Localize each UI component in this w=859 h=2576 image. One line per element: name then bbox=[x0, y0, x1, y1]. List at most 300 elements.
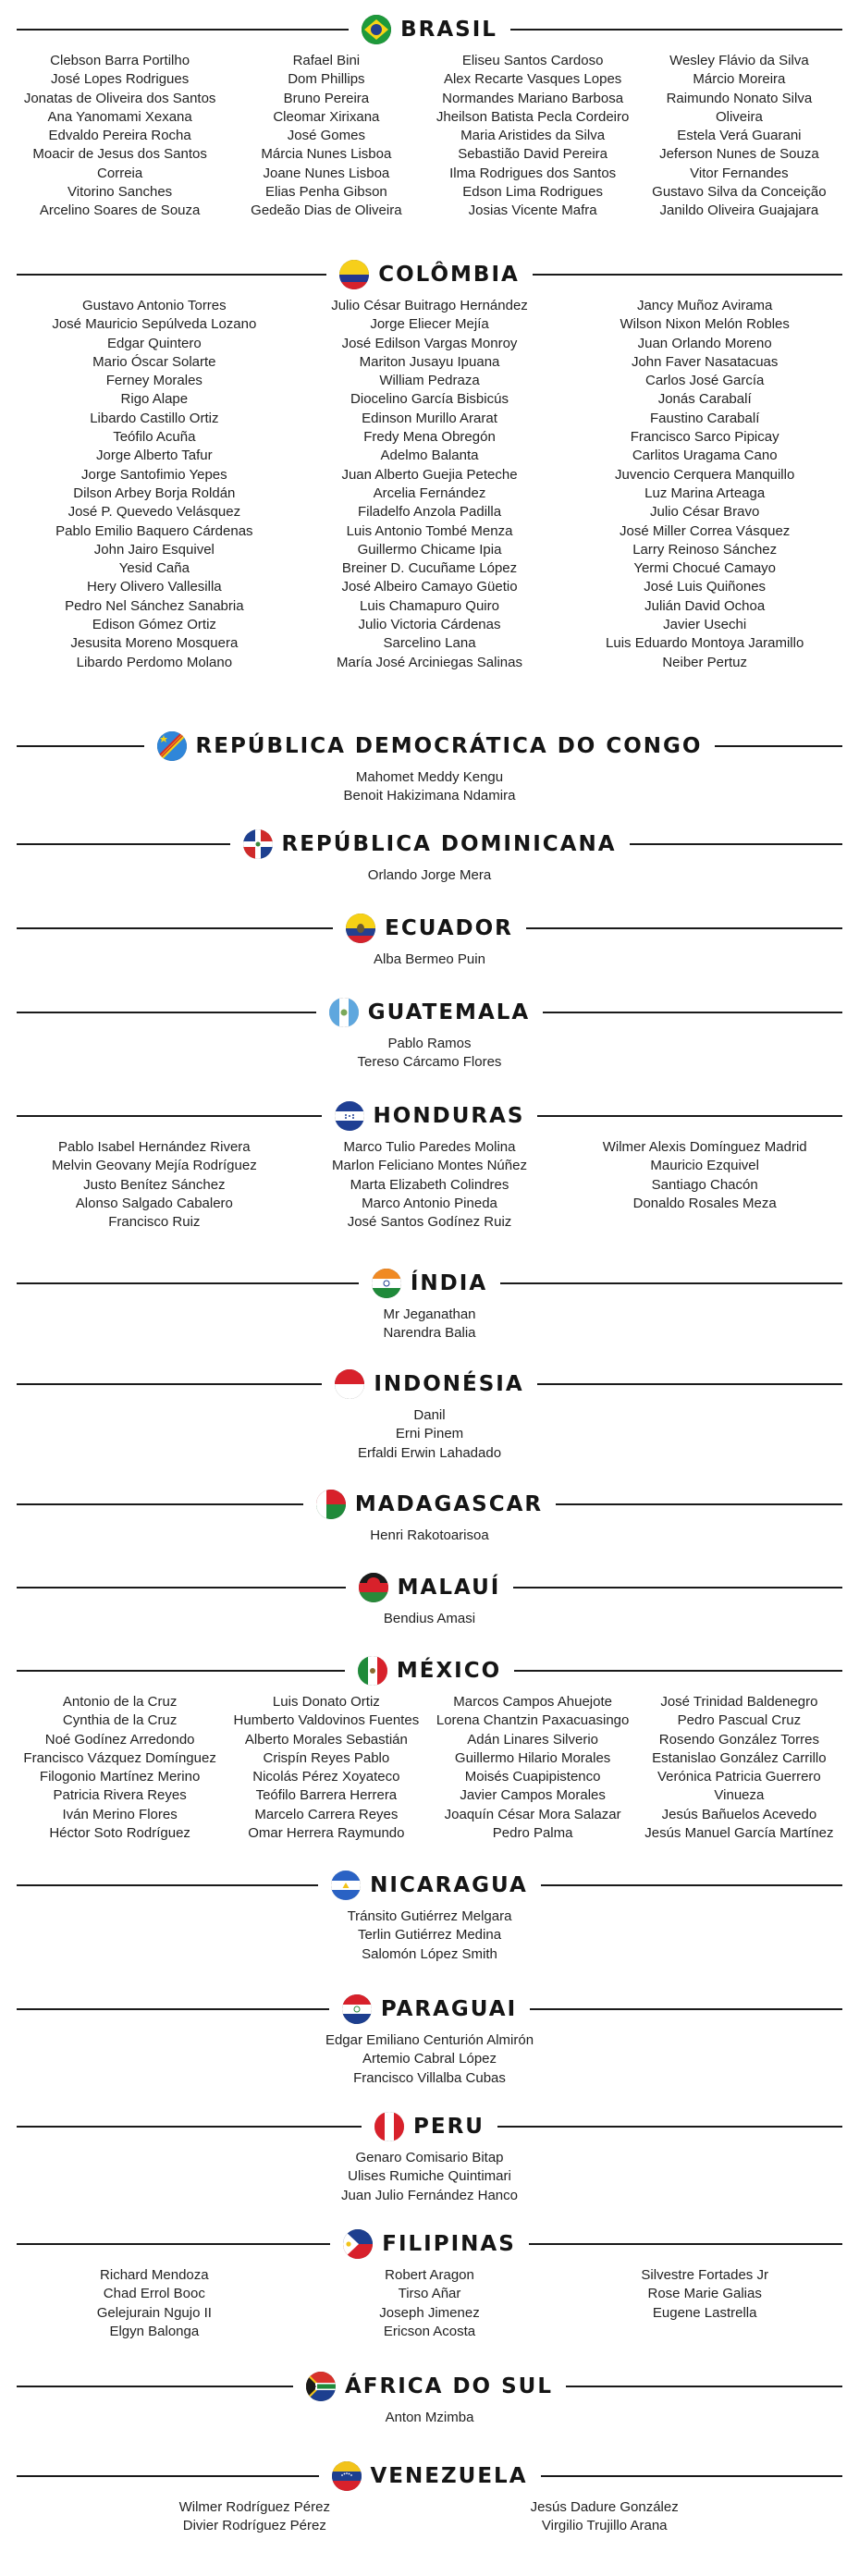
victim-name: Gustavo Antonio Torres bbox=[82, 298, 227, 313]
victim-name: José Albeiro Camayo Güetio bbox=[341, 579, 518, 595]
victim-name: Iván Merino Flores bbox=[62, 1806, 178, 1822]
divider-line-left bbox=[17, 2386, 293, 2387]
names-columns bbox=[17, 1306, 842, 1343]
country-title-group bbox=[349, 15, 510, 44]
flag-filipinas-icon bbox=[343, 2229, 373, 2259]
victim-name: Jonás Carabalí bbox=[657, 391, 752, 408]
names-column bbox=[567, 2266, 842, 2341]
country-header bbox=[17, 728, 842, 765]
victim-name: Edinson Murillo Ararat bbox=[362, 410, 497, 426]
victim-name: Terlin Gutiérrez Medina bbox=[357, 1927, 502, 1944]
victim-name: Edgar Emiliano Centurión Almirón bbox=[325, 2032, 534, 2048]
country-title-group bbox=[319, 2461, 541, 2491]
flag-rd-congo-icon bbox=[157, 731, 187, 761]
divider-line-left bbox=[17, 2243, 330, 2245]
flag-africa-do-sul-icon bbox=[306, 2372, 336, 2401]
victim-name: Sarcelino Lana bbox=[383, 635, 476, 652]
flag-ecuador-icon bbox=[346, 914, 375, 943]
divider-line-left bbox=[17, 1884, 318, 1886]
victim-name: Pablo Isabel Hernández Rivera bbox=[58, 1139, 251, 1155]
victim-name: Guillermo Chicame Ipia bbox=[357, 541, 502, 558]
names-column bbox=[223, 52, 429, 221]
names-column bbox=[17, 1035, 842, 1073]
victim-name: Jonatas de Oliveira dos Santos bbox=[23, 90, 216, 106]
country-title: MÉXICO bbox=[396, 1659, 502, 1683]
country-header bbox=[17, 1098, 842, 1135]
column-spacer bbox=[779, 2498, 842, 2536]
victim-name: William Pedraza bbox=[379, 373, 480, 389]
victim-name: Moacir de Jesus dos Santos bbox=[32, 146, 207, 163]
victim-name: Tereso Cárcamo Flores bbox=[357, 1054, 502, 1071]
victim-name: Mahomet Meddy Kengu bbox=[355, 769, 504, 785]
divider-line-right bbox=[541, 2475, 843, 2477]
flag-honduras-icon bbox=[335, 1101, 364, 1131]
victim-name: Cleomar Xirixana bbox=[273, 108, 380, 125]
victim-name: José Mauricio Sepúlveda Lozano bbox=[52, 316, 257, 333]
names-column bbox=[17, 2149, 842, 2205]
victim-name: Teófilo Acuña bbox=[113, 429, 196, 446]
names-column bbox=[17, 297, 292, 672]
victim-name: Eliseu Santos Cardoso bbox=[461, 53, 604, 68]
victim-name: Melvin Geovany Mejía Rodríguez bbox=[51, 1158, 257, 1174]
country-title: ÁFRICA DO SUL bbox=[345, 2374, 554, 2398]
divider-line-left bbox=[17, 1670, 345, 1672]
victim-name: Erfaldi Erwin Lahadado bbox=[357, 1444, 502, 1461]
victim-name: José Miller Correa Vásquez bbox=[620, 522, 791, 539]
divider-line-right bbox=[500, 1282, 842, 1284]
flag-venezuela-icon bbox=[332, 2461, 362, 2491]
victim-name: Francisco Villalba Cubas bbox=[353, 2069, 506, 2086]
names-columns bbox=[17, 2149, 842, 2205]
flag-peru-icon bbox=[374, 2112, 404, 2141]
names-column bbox=[430, 1693, 636, 1843]
country-header bbox=[17, 1366, 842, 1403]
names-column bbox=[17, 1907, 842, 1964]
names-column bbox=[17, 1406, 842, 1463]
victim-name: Juan Julio Fernández Hanco bbox=[341, 2187, 518, 2203]
country-title: ÍNDIA bbox=[410, 1271, 488, 1295]
victim-name: Libardo Perdomo Molano bbox=[76, 654, 233, 670]
victim-name: Márcia Nunes Lisboa bbox=[261, 146, 392, 163]
names-column bbox=[567, 297, 842, 672]
country-title: FILIPINAS bbox=[382, 2232, 516, 2256]
victim-name: Rafael Bini bbox=[292, 53, 361, 68]
victim-name: Hery Olivero Vallesilla bbox=[87, 579, 222, 595]
divider-line-left bbox=[17, 2475, 319, 2477]
country-header bbox=[17, 1867, 842, 1904]
names-columns bbox=[17, 1907, 842, 1964]
victim-name: Luis Antonio Tombé Menza bbox=[346, 522, 513, 539]
divider-line-left bbox=[17, 1282, 359, 1284]
names-columns bbox=[17, 951, 842, 969]
victim-name: Filogonio Martínez Merino bbox=[39, 1769, 201, 1785]
victim-name: Juan Orlando Moreno bbox=[637, 335, 772, 351]
country-header bbox=[17, 2108, 842, 2145]
country-title: BRASIL bbox=[400, 18, 497, 42]
victim-name: Janildo Oliveira Guajajara bbox=[659, 202, 819, 219]
divider-line-right bbox=[543, 1012, 842, 1013]
victim-name: Anton Mzimba bbox=[385, 2410, 474, 2425]
country-title-group bbox=[303, 1490, 556, 1519]
victim-name: Danil bbox=[413, 1407, 446, 1423]
country-title-group bbox=[345, 1656, 514, 1686]
victim-name: Adán Linares Silverio bbox=[467, 1731, 598, 1748]
victim-name: Ulises Rumiche Quintimari bbox=[348, 2168, 511, 2185]
divider-line-right bbox=[497, 2126, 842, 2128]
victim-name: Normandes Mariano Barbosa bbox=[442, 90, 624, 106]
victim-name: Julián David Ochoa bbox=[644, 597, 766, 614]
flag-paraguai-icon bbox=[342, 1994, 372, 2024]
country-header bbox=[17, 826, 842, 863]
names-columns bbox=[17, 297, 842, 672]
victim-name: Josias Vicente Mafra bbox=[468, 202, 597, 219]
names-column bbox=[17, 866, 842, 885]
victim-name: Benoit Hakizimana Ndamira bbox=[343, 788, 516, 804]
country-title-group bbox=[330, 2229, 529, 2259]
victim-name: Arcelino Soares de Souza bbox=[39, 202, 201, 219]
divider-line-right bbox=[715, 745, 842, 747]
victim-name: Eugene Lastrella bbox=[652, 2304, 757, 2321]
names-column bbox=[17, 1527, 842, 1545]
victim-name: Juvencio Cerquera Manquillo bbox=[615, 466, 795, 483]
victim-name: Artemio Cabral López bbox=[362, 2051, 497, 2067]
divider-line-right bbox=[533, 274, 842, 276]
victim-name: Julio César Buitrago Hernández bbox=[331, 298, 528, 313]
victim-name: Alba Bermeo Puin bbox=[374, 951, 485, 967]
victim-name: Luis Eduardo Montoya Jaramillo bbox=[606, 635, 804, 652]
names-columns bbox=[17, 1406, 842, 1463]
victim-name: Narendra Balia bbox=[383, 1325, 476, 1342]
victim-name: Larry Reinoso Sánchez bbox=[632, 541, 778, 558]
names-columns bbox=[17, 866, 842, 885]
divider-line-right bbox=[566, 2386, 842, 2387]
country-title: VENEZUELA bbox=[370, 2464, 528, 2488]
flag-republica-dominicana-icon bbox=[243, 829, 273, 859]
victim-name: Jesús Manuel García Martínez bbox=[644, 1825, 834, 1842]
names-columns bbox=[17, 1527, 842, 1545]
victim-name: Santiago Chacón bbox=[651, 1176, 758, 1193]
victim-name: Bendius Amasi bbox=[383, 1611, 476, 1626]
victim-name: Edgar Quintero bbox=[106, 335, 202, 351]
names-column bbox=[17, 768, 842, 806]
flag-guatemala-icon bbox=[329, 998, 359, 1027]
names-column bbox=[292, 297, 568, 672]
victim-name: Carlos José García bbox=[644, 373, 765, 389]
country-title: ECUADOR bbox=[385, 916, 513, 940]
country-title-group bbox=[322, 1369, 536, 1399]
flag-mexico-icon bbox=[358, 1656, 387, 1686]
victim-name: Edison Gómez Ortiz bbox=[92, 617, 216, 633]
victim-name: José Gomes bbox=[287, 128, 365, 144]
victim-name: Vinueza bbox=[714, 1787, 765, 1804]
country-title-group bbox=[322, 1101, 538, 1131]
names-column bbox=[430, 2498, 779, 2536]
victim-name: Tránsito Gutiérrez Melgara bbox=[347, 1908, 512, 1924]
victim-name: Henri Rakotoarisoa bbox=[370, 1527, 489, 1543]
victim-name: José Edilson Vargas Monroy bbox=[341, 335, 518, 351]
victim-name: Marcelo Carrera Reyes bbox=[254, 1806, 399, 1822]
names-columns bbox=[17, 2266, 842, 2341]
victim-name: Omar Herrera Raymundo bbox=[248, 1825, 405, 1842]
names-column bbox=[292, 1138, 568, 1232]
victim-name: Wilmer Alexis Domínguez Madrid bbox=[602, 1139, 807, 1155]
victim-name: Oliveira bbox=[715, 108, 763, 125]
divider-line-left bbox=[17, 274, 326, 276]
victim-name: Marta Elizabeth Colindres bbox=[350, 1176, 509, 1193]
victim-name: Joseph Jimenez bbox=[379, 2304, 480, 2321]
divider-line-left bbox=[17, 1587, 346, 1589]
names-columns bbox=[17, 2409, 842, 2427]
country-header bbox=[17, 2368, 842, 2405]
victim-name: Elgyn Balonga bbox=[109, 2323, 200, 2339]
country-title: HONDURAS bbox=[373, 1104, 525, 1128]
victim-name: Márcio Moreira bbox=[693, 71, 786, 88]
victim-name: Divier Rodríguez Pérez bbox=[182, 2518, 326, 2534]
victim-name: Patricia Rivera Reyes bbox=[53, 1787, 187, 1804]
victim-name: Gedeão Dias de Oliveira bbox=[251, 202, 402, 219]
victim-name: José Trinidad Baldenegro bbox=[660, 1694, 818, 1710]
country-title-group bbox=[293, 2372, 566, 2401]
names-column bbox=[17, 2031, 842, 2088]
victim-name: Héctor Soto Rodríguez bbox=[49, 1825, 190, 1842]
country-title-group bbox=[362, 2112, 497, 2141]
names-column bbox=[17, 52, 223, 221]
victim-name: Mario Óscar Solarte bbox=[92, 353, 216, 370]
names-columns bbox=[17, 2498, 842, 2536]
victim-name: Marlon Feliciano Montes Núñez bbox=[332, 1158, 527, 1174]
victim-name: Moisés Cuapipistenco bbox=[464, 1769, 601, 1785]
victim-name: Noé Godínez Arredondo bbox=[44, 1731, 195, 1748]
divider-line-right bbox=[541, 1884, 842, 1886]
victim-name: Maria Aristides da Silva bbox=[460, 128, 606, 144]
victim-name: Ferney Morales bbox=[105, 373, 202, 389]
flag-madagascar-icon bbox=[316, 1490, 346, 1519]
victim-name: Lorena Chantzin Paxacuasingo bbox=[436, 1712, 630, 1729]
victim-name: Rigo Alape bbox=[120, 391, 189, 408]
victim-name: Rosendo González Torres bbox=[658, 1731, 819, 1748]
victim-name: Cynthia de la Cruz bbox=[62, 1712, 178, 1729]
victim-name: Julio César Bravo bbox=[649, 504, 760, 521]
victim-name: José Luis Quiñones bbox=[644, 579, 767, 595]
victim-name: Alberto Morales Sebastián bbox=[244, 1731, 408, 1748]
divider-line-left bbox=[17, 1012, 316, 1013]
victim-name: Dom Phillips bbox=[288, 71, 365, 88]
divider-line-right bbox=[513, 1587, 842, 1589]
victim-name: Jorge Eliecer Mejía bbox=[370, 316, 489, 333]
victim-name: Fredy Mena Obregón bbox=[363, 429, 496, 446]
names-column bbox=[636, 1693, 842, 1843]
names-columns bbox=[17, 768, 842, 806]
victim-name: Marcos Campos Ahuejote bbox=[453, 1694, 612, 1710]
flag-indonesia-icon bbox=[335, 1369, 364, 1399]
country-title: MALAUÍ bbox=[397, 1576, 501, 1600]
victim-name: Rose Marie Galias bbox=[647, 2286, 762, 2302]
names-columns bbox=[17, 1693, 842, 1843]
victim-name: Alonso Salgado Cabalero bbox=[75, 1195, 233, 1211]
victim-name: Humberto Valdovinos Fuentes bbox=[233, 1712, 420, 1729]
victim-name: Sebastião David Pereira bbox=[458, 146, 607, 163]
victim-name: Edvaldo Pereira Rocha bbox=[48, 128, 191, 144]
country-header bbox=[17, 2226, 842, 2263]
victim-name: Mauricio Ezquivel bbox=[650, 1158, 759, 1174]
victim-name: Elias Penha Gibson bbox=[265, 184, 387, 201]
victim-name: Orlando Jorge Mera bbox=[367, 867, 492, 883]
victim-name: Francisco Ruiz bbox=[108, 1214, 201, 1231]
country-header bbox=[17, 1265, 842, 1302]
victim-name: Faustino Carabalí bbox=[649, 410, 760, 426]
victim-name: Breiner D. Cucuñame López bbox=[341, 560, 518, 577]
country-header bbox=[17, 1991, 842, 2028]
flag-colombia-icon bbox=[339, 260, 369, 289]
victim-name: Bruno Pereira bbox=[283, 90, 370, 106]
victim-name: Julio Victoria Cárdenas bbox=[358, 617, 501, 633]
victim-name: Pablo Ramos bbox=[387, 1036, 472, 1051]
divider-line-left bbox=[17, 745, 144, 747]
victim-name: María José Arciniegas Salinas bbox=[337, 654, 522, 670]
country-header bbox=[17, 11, 842, 48]
victim-name: Verónica Patricia Guerrero bbox=[657, 1769, 821, 1785]
divider-line-right bbox=[556, 1503, 842, 1505]
names-column bbox=[292, 2266, 568, 2341]
victim-name: Silvestre Fortades Jr bbox=[641, 2267, 768, 2283]
victim-name: Vitorino Sanches bbox=[67, 184, 173, 201]
victim-name: Luz Marina Arteaga bbox=[644, 485, 766, 501]
divider-line-right bbox=[537, 1383, 842, 1385]
divider-line-left bbox=[17, 2008, 329, 2010]
victim-name: Jorge Alberto Tafur bbox=[96, 448, 213, 464]
names-columns bbox=[17, 1138, 842, 1232]
victim-name: Jeferson Nunes de Souza bbox=[659, 146, 819, 163]
victim-name: Filadelfo Anzola Padilla bbox=[357, 504, 502, 521]
victim-name: Neiber Pertuz bbox=[662, 654, 748, 670]
country-title-group bbox=[316, 998, 543, 1027]
names-column bbox=[17, 1610, 842, 1628]
victim-name: Carlitos Uragama Cano bbox=[632, 448, 778, 464]
divider-line-left bbox=[17, 29, 349, 31]
victim-name: Yermi Chocué Camayo bbox=[633, 560, 777, 577]
country-header bbox=[17, 910, 842, 947]
victim-name: Donaldo Rosales Meza bbox=[632, 1195, 777, 1211]
country-title: GUATEMALA bbox=[367, 1000, 531, 1024]
country-title: INDONÉSIA bbox=[374, 1372, 524, 1396]
victim-name: Jancy Muñoz Avirama bbox=[636, 298, 773, 313]
country-header bbox=[17, 1569, 842, 1606]
victim-name: Marco Antonio Pineda bbox=[362, 1195, 497, 1211]
victim-name: Tirso Añar bbox=[398, 2286, 461, 2302]
divider-line-right bbox=[514, 1670, 842, 1672]
divider-line-right bbox=[526, 927, 842, 929]
victim-name: Juan Alberto Guejia Peteche bbox=[341, 466, 518, 483]
victim-name: Wilson Nixon Melón Robles bbox=[620, 316, 790, 333]
victim-name: Estanislao González Carrillo bbox=[652, 1749, 827, 1766]
victim-name: Jesús Dadure González bbox=[530, 2499, 679, 2515]
victim-name: Pedro Pascual Cruz bbox=[677, 1712, 802, 1729]
victim-name: Antonio de la Cruz bbox=[62, 1694, 178, 1710]
victim-name: Jesús Bañuelos Acevedo bbox=[661, 1806, 817, 1822]
victim-name: Estela Verá Guarani bbox=[677, 128, 802, 144]
country-title-group bbox=[346, 1573, 514, 1602]
victim-name: Chad Errol Booc bbox=[103, 2286, 205, 2302]
country-title-group bbox=[333, 914, 526, 943]
victim-name: Adelmo Balanta bbox=[380, 448, 479, 464]
victim-name: Raimundo Nonato Silva bbox=[666, 90, 813, 106]
victim-name: Jorge Santofimio Yepes bbox=[81, 466, 227, 483]
divider-line-left bbox=[17, 843, 230, 845]
victim-name: Teófilo Barrera Herrera bbox=[255, 1787, 398, 1804]
victim-name: Pedro Nel Sánchez Sanabria bbox=[65, 597, 244, 614]
victim-name: Francisco Sarco Pipicay bbox=[630, 429, 779, 446]
victim-name: Francisco Vázquez Domínguez bbox=[23, 1749, 216, 1766]
names-column bbox=[17, 2409, 842, 2427]
names-columns bbox=[17, 2031, 842, 2088]
victim-name: Wesley Flávio da Silva bbox=[669, 53, 809, 68]
victim-name: Joane Nunes Lisboa bbox=[263, 165, 390, 181]
victim-name: Arcelia Fernández bbox=[373, 485, 486, 501]
victim-name: Ilma Rodrigues dos Santos bbox=[449, 165, 617, 181]
victim-name: Jheilson Batista Pecla Cordeiro bbox=[436, 108, 630, 125]
victim-name: Richard Mendoza bbox=[100, 2267, 209, 2283]
flag-nicaragua-icon bbox=[331, 1871, 361, 1900]
victim-name: Jesusita Moreno Mosquera bbox=[70, 635, 239, 652]
victim-name: Joaquín César Mora Salazar bbox=[444, 1806, 621, 1822]
country-title: REPÚBLICA DEMOCRÁTICA DO CONGO bbox=[195, 734, 703, 758]
country-header bbox=[17, 2458, 842, 2495]
country-title-group bbox=[144, 731, 716, 761]
victim-name: Marco Tulio Paredes Molina bbox=[343, 1139, 516, 1155]
country-title-group bbox=[329, 1994, 530, 2024]
victim-name: José Lopes Rodrigues bbox=[50, 71, 190, 88]
country-header bbox=[17, 256, 842, 293]
names-column bbox=[17, 2266, 292, 2341]
divider-line-left bbox=[17, 927, 333, 929]
victim-name: Gelejurain Ngujo II bbox=[96, 2304, 212, 2321]
victim-name: Justo Benítez Sánchez bbox=[83, 1176, 226, 1193]
names-column bbox=[17, 951, 842, 969]
names-column bbox=[17, 1693, 223, 1843]
victim-name: Libardo Castillo Ortiz bbox=[90, 410, 219, 426]
divider-line-right bbox=[630, 843, 843, 845]
victim-name: John Faver Nasatacuas bbox=[631, 353, 779, 370]
column-spacer bbox=[17, 2498, 80, 2536]
flag-india-icon bbox=[372, 1269, 401, 1298]
country-title-group bbox=[359, 1269, 500, 1298]
country-header bbox=[17, 1652, 842, 1689]
country-header bbox=[17, 1486, 842, 1523]
victim-name: Virgilio Trujillo Arana bbox=[541, 2518, 668, 2534]
victim-name: Gustavo Silva da Conceição bbox=[652, 184, 827, 201]
divider-line-right bbox=[510, 29, 842, 31]
divider-line-left bbox=[17, 1115, 322, 1117]
victim-name: Luis Donato Ortiz bbox=[272, 1694, 380, 1710]
names-column bbox=[223, 1693, 429, 1843]
victim-name: Salomón López Smith bbox=[362, 1945, 497, 1962]
victim-name: Javier Usechi bbox=[663, 617, 747, 633]
victim-name: Vitor Fernandes bbox=[690, 165, 789, 181]
country-title-group bbox=[318, 1871, 541, 1900]
victim-name: Clebson Barra Portilho bbox=[50, 53, 190, 68]
victim-name: José P. Quevedo Velásquez bbox=[67, 504, 241, 521]
country-title: REPÚBLICA DOMINICANA bbox=[281, 832, 617, 856]
divider-line-right bbox=[530, 2008, 842, 2010]
victim-name: Yesid Caña bbox=[118, 560, 190, 577]
country-title: PARAGUAI bbox=[380, 1997, 518, 2021]
names-columns bbox=[17, 52, 842, 221]
country-title-group bbox=[326, 260, 533, 289]
victim-name: Ana Yanomami Xexana bbox=[47, 108, 192, 125]
country-title-group bbox=[230, 829, 630, 859]
country-title: MADAGASCAR bbox=[354, 1492, 544, 1516]
names-column bbox=[567, 1138, 842, 1232]
